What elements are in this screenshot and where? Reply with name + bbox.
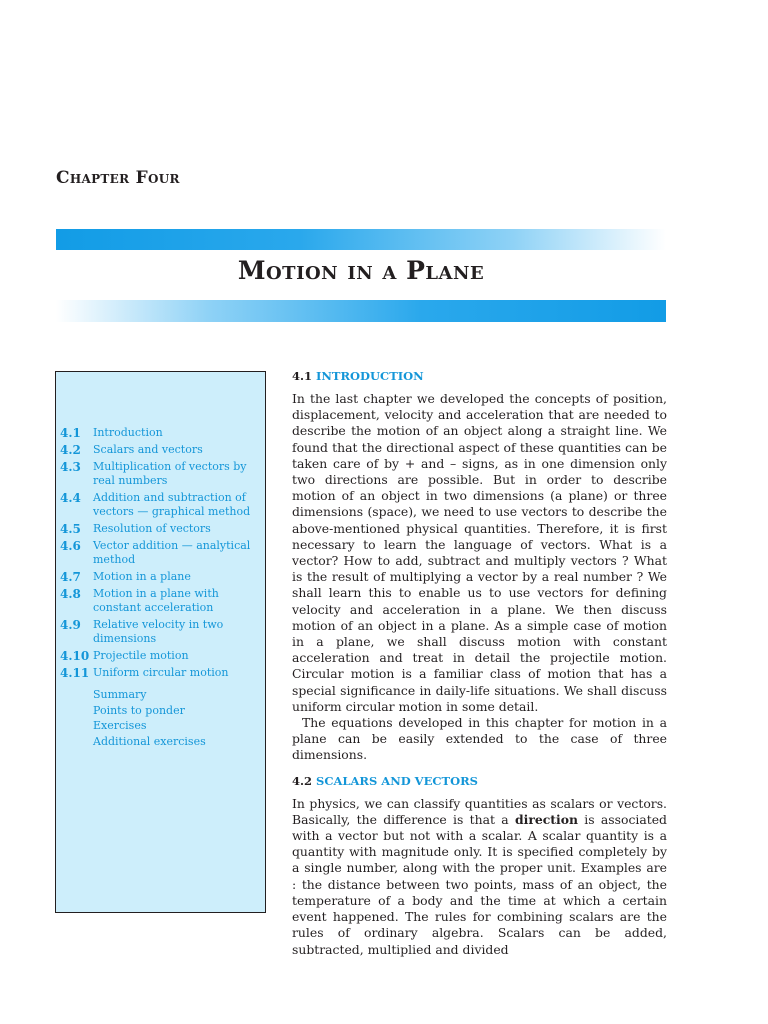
toc-item-text: Introduction [93, 426, 163, 439]
toc-item [60, 539, 264, 567]
toc-extra-item: Additional exercises [93, 734, 206, 748]
toc-extra-item: Exercises [93, 719, 147, 732]
toc-item-number: 4.8 [60, 587, 81, 601]
toc-item [60, 570, 264, 584]
toc-list [60, 426, 264, 749]
toc-extras [60, 687, 264, 749]
scalars-text-before: In physics, we can classify quantities as scalars or vectors. Basically, the difference is that a [292, 795, 667, 827]
scalars-text-after: is associated with a vector but not with a scalar. A scalar quantity is a quantity with magnitude only. It is specified completely by a single number, along with the proper unit. Examples are : the distance between two points, mass of an object, the temperature of a body and the time at which a certain event happened. The rules for combining scalars are the rules of ordinary algebra. Scalars can be added, subtracted, multiplied and divided [292, 811, 667, 957]
intro-paragraph-1: In the last chapter we developed the concepts of position, displacement, velocity and acceleration that are needed to describe the motion of an object along a straight line. We found that the directional aspect of these quantities can be taken care of by + and – signs, as in one dimension only two directions are possible. But in order to describe motion of an object in two dimensions (a plane) or three dimensions (space), we need to use vectors to describe the above-mentioned physical quantities. Therefore, it is first necessary to learn the language of vectors. What is a vector? How to add, subtract and multiply vectors ? What is the result of multiplying a vector by a real number ? We shall learn this to enable us to use vectors for defining velocity and acceleration in a plane. We then discuss motion of an object in a plane. As a simple case of motion in a plane, we shall discuss motion with constant acceleration and treat in detail the projectile motion. Circular motion is a familiar class of motion that has a special significance in daily-life situations. We shall discuss uniform circular motion in some detail. [292, 391, 667, 714]
toc-item-number: 4.9 [60, 618, 81, 632]
toc-item-number: 4.7 [60, 570, 81, 584]
title-bar-bottom [56, 300, 666, 322]
chapter-label: Chapter Four [56, 168, 180, 188]
toc-item [60, 426, 264, 440]
toc-item-text: Addition and subtraction of vectors — graphical method [93, 491, 251, 518]
section-number: 4.1 [292, 369, 313, 383]
toc-item-text: Motion in a plane [93, 570, 191, 583]
toc-item-number: 4.1 [60, 426, 81, 440]
toc-item-text: Multiplication of vectors by real numbers [93, 460, 247, 487]
toc-item-number: 4.6 [60, 539, 81, 553]
toc-item-number: 4.3 [60, 460, 81, 474]
toc-item-text: Resolution of vectors [93, 522, 211, 535]
toc-item [60, 443, 264, 457]
page-title: Motion in a Plane [237, 256, 485, 285]
intro-paragraph-2: The equations developed in this chapter for motion in a plane can be easily extended to the case of three dimensions. [292, 715, 667, 763]
toc-item [60, 587, 264, 615]
section-heading-scalars-vectors [292, 773, 667, 789]
chapter-contents-box [55, 371, 266, 913]
toc-item [60, 522, 264, 536]
toc-item [60, 649, 264, 663]
toc-extra-item: Summary [93, 688, 147, 701]
toc-item-number: 4.4 [60, 491, 81, 505]
section-number: 4.2 [292, 773, 313, 788]
title-bar-top [56, 229, 666, 250]
toc-item-number: 4.2 [60, 443, 81, 457]
toc-item [60, 618, 264, 646]
toc-item-text: Relative velocity in two dimensions [93, 618, 224, 645]
scalars-bold-term: direction [514, 811, 578, 827]
main-text [292, 368, 667, 958]
scalars-paragraph [292, 796, 667, 958]
toc-item-text: Scalars and vectors [93, 443, 203, 456]
toc-extra-item: Points to ponder [93, 703, 185, 717]
toc-item-text: Motion in a plane with constant acceleration [93, 587, 219, 614]
toc-item-text: Projectile motion [93, 649, 189, 662]
toc-item-number: 4.11 [60, 666, 90, 680]
section-title: INTRODUCTION [316, 369, 424, 383]
toc-item-text: Vector addition — analytical method [93, 539, 251, 566]
toc-item-number: 4.10 [60, 649, 90, 663]
toc-item [60, 491, 264, 519]
toc-item-number: 4.5 [60, 522, 81, 536]
toc-item-text: Uniform circular motion [93, 666, 229, 679]
toc-item [60, 460, 264, 488]
section-heading-introduction [292, 368, 667, 384]
section-title: SCALARS AND VECTORS [316, 773, 478, 788]
toc-item [60, 666, 264, 680]
